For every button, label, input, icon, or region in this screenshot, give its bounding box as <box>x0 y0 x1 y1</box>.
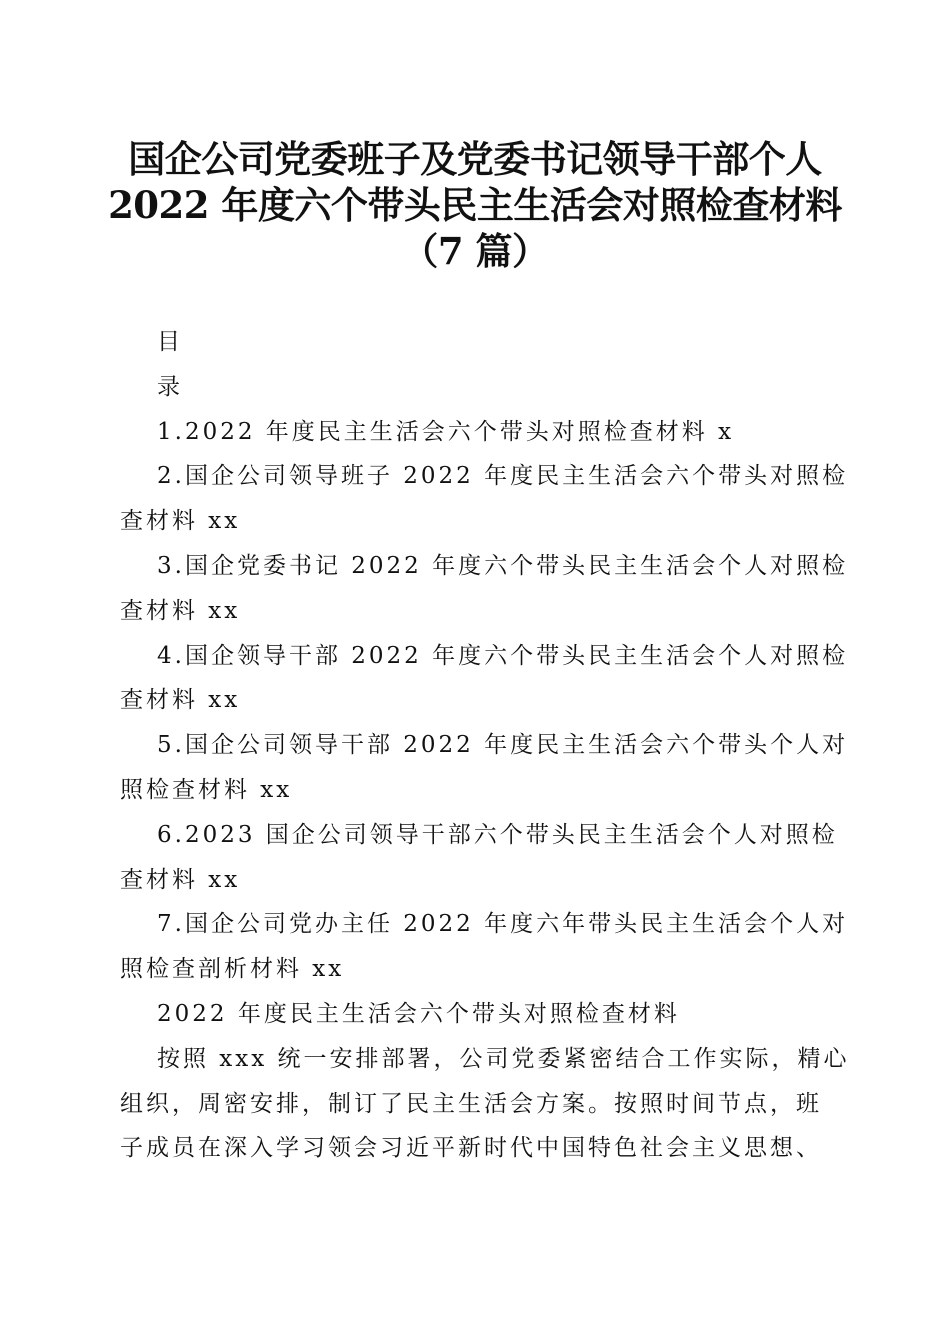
toc-heading-line: 录 <box>157 373 183 400</box>
paragraph-line: 子成员在深入学习领会习近平新时代中国特色社会主义思想、 <box>120 1135 822 1162</box>
toc-item-1 <box>120 410 826 455</box>
toc-item-line: 4.国企领导干部 2022 年度六个带头民主生活会个人对照检 <box>157 642 849 669</box>
toc-item-line: 查材料 xx <box>120 597 241 624</box>
toc-item-2 <box>120 454 849 544</box>
document-title <box>100 136 850 274</box>
toc-item-line: 2.国企公司领导班子 2022 年度民主生活会六个带头对照检 <box>157 463 849 490</box>
title-line: （7 篇） <box>401 229 549 273</box>
section-heading <box>120 992 826 1037</box>
title-line: 2022 年度六个带头民主生活会对照检查材料 <box>108 183 842 227</box>
toc-item-line: 1.2022 年度民主生活会六个带头对照检查材料 x <box>157 418 735 445</box>
section-heading-text: 2022 年度民主生活会六个带头对照检查材料 <box>157 1000 680 1027</box>
toc-item-3 <box>120 544 849 634</box>
toc-item-7 <box>120 902 849 992</box>
toc-heading <box>120 320 826 410</box>
toc-item-4 <box>120 634 849 724</box>
paragraph-line: 按照 xxx 统一安排部署，公司党委紧密结合工作实际，精心 <box>157 1045 850 1072</box>
intro-paragraph <box>120 1037 850 1171</box>
toc-item-line: 照检查剖析材料 xx <box>120 956 345 983</box>
toc-item-line: 查材料 xx <box>120 866 241 893</box>
toc-item-5 <box>120 723 849 813</box>
toc-heading-line: 目 <box>157 329 183 355</box>
toc-item-line: 照检查材料 xx <box>120 776 293 803</box>
title-line: 国企公司党委班子及党委书记领导干部个人 <box>128 137 822 181</box>
document-body <box>120 320 850 1171</box>
toc-item-line: 查材料 xx <box>120 687 241 714</box>
toc-item-line: 7.国企公司党办主任 2022 年度六年带头民主生活会个人对 <box>157 911 849 938</box>
toc-item-line: 6.2023 国企公司领导干部六个带头民主生活会个人对照检 <box>157 821 838 848</box>
toc-item-line: 3.国企党委书记 2022 年度六个带头民主生活会个人对照检 <box>157 552 849 579</box>
toc-item-6 <box>120 813 838 903</box>
paragraph-line: 组织，周密安排，制订了民主生活会方案。按照时间节点，班 <box>120 1090 822 1117</box>
toc-item-line: 5.国企公司领导干部 2022 年度民主生活会六个带头个人对 <box>157 732 849 759</box>
toc-item-line: 查材料 xx <box>120 508 241 535</box>
